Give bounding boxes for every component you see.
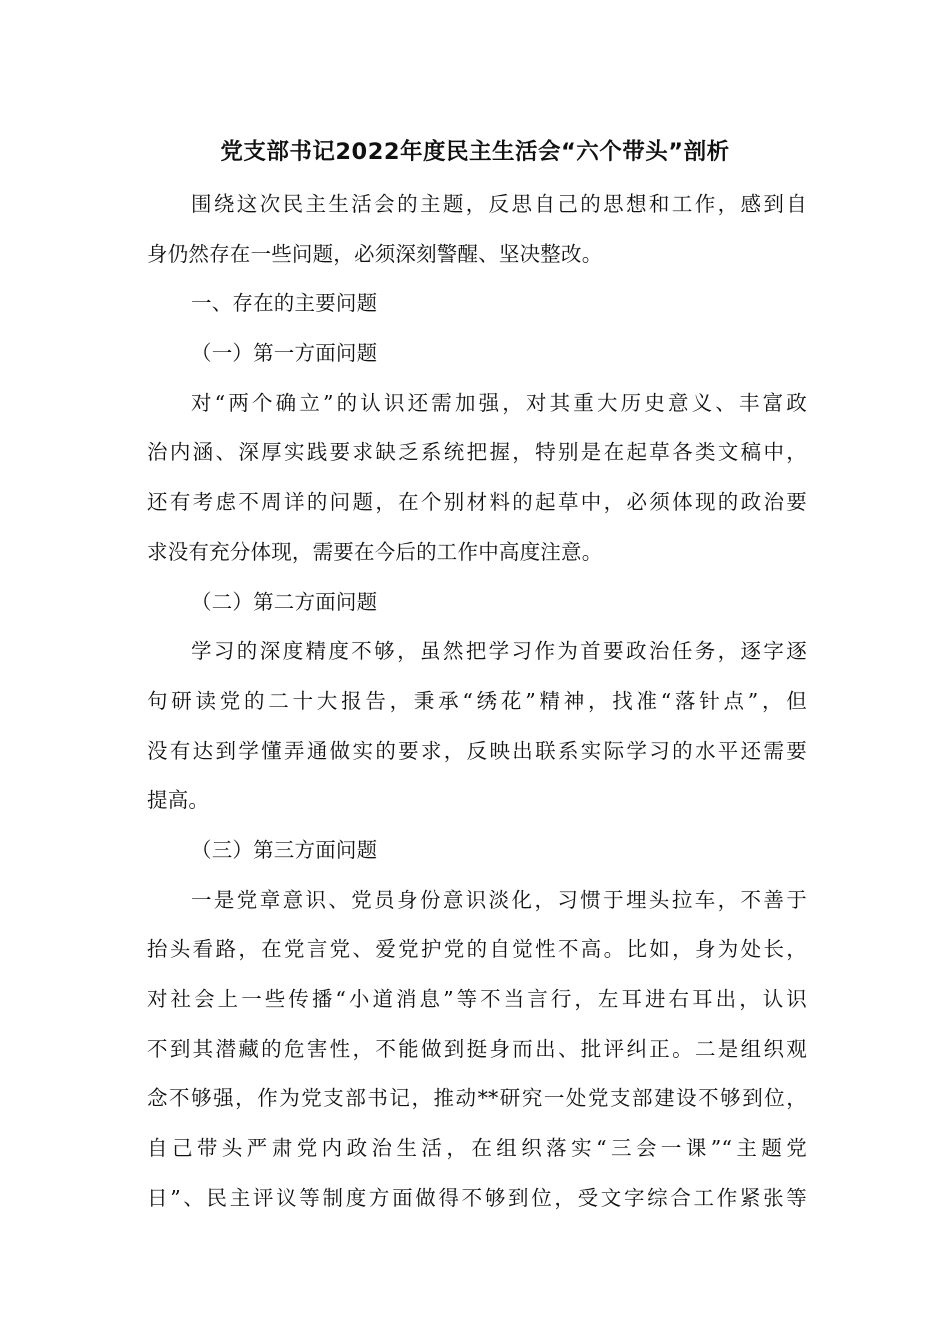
text-line: 治内涵、深厚实践要求缺乏系统把握，特别是在起草各类文稿中，	[147, 440, 807, 465]
text-line: 不到其潜藏的危害性，不能做到挺身而出、批评纠正。二是组织观	[147, 1036, 807, 1061]
text-line: （三）第三方面问题	[191, 837, 378, 862]
text-line: （二）第二方面问题	[191, 589, 378, 614]
document-title: 党支部书记2022年度民主生活会“六个带头”剖析	[220, 139, 730, 165]
text-line: 日”、民主评议等制度方面做得不够到位，受文字综合工作紧张等	[147, 1185, 807, 1210]
text-line: 围绕这次民主生活会的主题，反思自己的思想和工作，感到自	[191, 192, 807, 216]
text-line: 提高。	[147, 788, 210, 813]
text-line: 一、存在的主要问题	[191, 291, 378, 316]
text-line: 句研读党的二十大报告，秉承“绣花”精神，找准“落针点”，但	[147, 688, 807, 713]
text-line: 身仍然存在一些问题，必须深刻警醒、坚决整改。	[147, 241, 603, 266]
text-line: 求没有充分体现，需要在今后的工作中高度注意。	[147, 539, 603, 564]
text-line: 自己带头严肃党内政治生活，在组织落实“三会一课”“主题党	[147, 1136, 807, 1161]
text-line: （一）第一方面问题	[191, 341, 378, 366]
text-line: 没有达到学懂弄通做实的要求，反映出联系实际学习的水平还需要	[147, 738, 807, 763]
text-line: 学习的深度精度不够，虽然把学习作为首要政治任务，逐字逐	[191, 639, 807, 664]
text-line: 念不够强，作为党支部书记，推动**研究一处党支部建设不够到位，	[147, 1086, 807, 1111]
document-body	[147, 180, 807, 1223]
text-line: 对“两个确立”的认识还需加强，对其重大历史意义、丰富政	[191, 390, 807, 415]
text-line: 对社会上一些传播“小道消息”等不当言行，左耳进右耳出，认识	[147, 987, 807, 1011]
text-line: 还有考虑不周详的问题，在个别材料的起草中，必须体现的政治要	[147, 490, 807, 515]
text-line: 抬头看路，在党言党、爱党护党的自觉性不高。比如，身为处长，	[147, 937, 807, 962]
text-line: 一是党章意识、党员身份意识淡化，习惯于埋头拉车，不善于	[191, 887, 807, 912]
